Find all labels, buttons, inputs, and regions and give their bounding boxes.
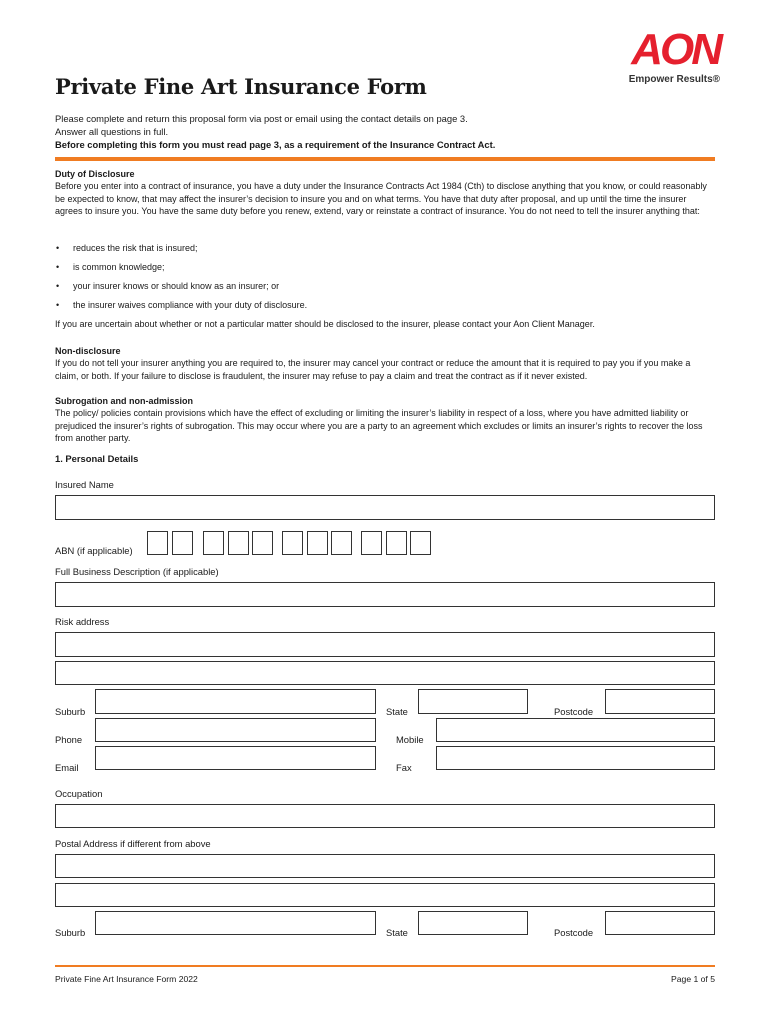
section-divider: [55, 157, 715, 161]
intro-line-1: Please complete and return this proposal form via post or email using the contact details on page 3.: [55, 113, 468, 124]
abn-digit-box[interactable]: [203, 531, 224, 555]
footer-page-number: Page 1 of 5: [671, 974, 715, 984]
duty-body: Before you enter into a contract of insurance, you have a duty under the Insurance Contracts Act 1984 (Cth) to disclose anything that you know, or could reasonably be expected to know, that may affect the insurer’s decision to insure you and on what terms. You have that duty after proposal, and up until the time the insurer agrees to insure you. You have the same duty before you renew, extend, vary or reinstate a contract of insurance. You do not need to tell the insurer anything that:: [55, 181, 707, 216]
non-disclosure: [55, 345, 715, 382]
business-description-label: Full Business Description (if applicable): [55, 566, 219, 577]
intro-text: [55, 112, 715, 151]
nondisclosure-heading: Non-disclosure: [55, 346, 121, 356]
page-title: Private Fine Art Insurance Form: [55, 74, 427, 99]
postal-state-field[interactable]: [418, 911, 528, 935]
postal-postcode-field[interactable]: [605, 911, 715, 935]
postal-suburb-field[interactable]: [95, 911, 376, 935]
postal-address-line-2[interactable]: [55, 883, 715, 907]
brand-tagline: Empower Results®: [628, 74, 720, 85]
phone-label: Phone: [55, 734, 83, 745]
abn-digit-box[interactable]: [282, 531, 303, 555]
insured-name-label: Insured Name: [55, 479, 114, 490]
subrogation-heading: Subrogation and non-admission: [55, 396, 193, 406]
mobile-field[interactable]: [436, 718, 715, 742]
footer-form-name: Private Fine Art Insurance Form 2022: [55, 974, 198, 984]
risk-address-line-1[interactable]: [55, 632, 715, 657]
postal-address-line-1[interactable]: [55, 854, 715, 878]
suburb-field[interactable]: [95, 689, 376, 714]
nondisclosure-body: If you do not tell your insurer anything you are required to, the insurer may cancel your contract or reduce the amount that it is required to pay you if you make a claim, or both. If your failure to disclose is fraudulent, the insurer may refuse to pay a claim and treat the contract as if it never existed.: [55, 358, 691, 381]
postal-suburb-label: Suburb: [55, 927, 86, 938]
abn-digit-box[interactable]: [307, 531, 328, 555]
occupation-field[interactable]: [55, 804, 715, 828]
phone-field[interactable]: [95, 718, 376, 742]
abn-digit-box[interactable]: [252, 531, 273, 555]
duty-heading: Duty of Disclosure: [55, 169, 135, 179]
intro-line-2: Answer all questions in full.: [55, 126, 169, 137]
abn-digit-box[interactable]: [386, 531, 407, 555]
mobile-label: Mobile: [396, 734, 424, 745]
postcode-label: Postcode: [554, 706, 594, 717]
occupation-label: Occupation: [55, 788, 103, 799]
state-label: State: [386, 706, 408, 717]
duty-of-disclosure: [55, 168, 715, 217]
intro-line-3: Before completing this form you must read page 3, as a requirement of the Insurance Contract Act.: [55, 139, 496, 150]
abn-digit-box[interactable]: [172, 531, 193, 555]
abn-label: ABN (if applicable): [55, 545, 133, 556]
abn-digit-box[interactable]: [361, 531, 382, 555]
section-title-personal-details: 1. Personal Details: [55, 453, 139, 464]
footer-divider: [55, 965, 715, 967]
aon-logo: [610, 25, 720, 85]
abn-digit-box[interactable]: [228, 531, 249, 555]
subrogation-body: The policy/ policies contain provisions which have the effect of excluding or limiting the insurer’s liability in respect of a loss, where you have admitted liability or prejudiced the insurer’s rights of subrogation. This may occur where you are a party to an agreement which excludes or limits an insurer’s rights to recover the loss from another party.: [55, 408, 703, 443]
email-field[interactable]: [95, 746, 376, 770]
risk-address-label: Risk address: [55, 616, 110, 627]
brand-wordmark: AON: [631, 25, 720, 74]
risk-address-line-2[interactable]: [55, 661, 715, 685]
fax-field[interactable]: [436, 746, 715, 770]
postal-address-label: Postal Address if different from above: [55, 838, 211, 849]
abn-digit-box[interactable]: [147, 531, 168, 555]
postal-postcode-label: Postcode: [554, 927, 594, 938]
abn-digit-box[interactable]: [410, 531, 431, 555]
insured-name-field[interactable]: [55, 495, 715, 520]
fax-label: Fax: [396, 762, 412, 773]
abn-digit-box[interactable]: [331, 531, 352, 555]
business-description-field[interactable]: [55, 582, 715, 607]
postcode-field[interactable]: [605, 689, 715, 714]
duty-closing: If you are uncertain about whether or not a particular matter should be disclosed to the insurer, please contact your Aon Client Manager.: [55, 319, 595, 329]
email-label: Email: [55, 762, 79, 773]
suburb-label: Suburb: [55, 706, 86, 717]
postal-state-label: State: [386, 927, 408, 938]
subrogation: [55, 395, 715, 444]
state-field[interactable]: [418, 689, 528, 714]
